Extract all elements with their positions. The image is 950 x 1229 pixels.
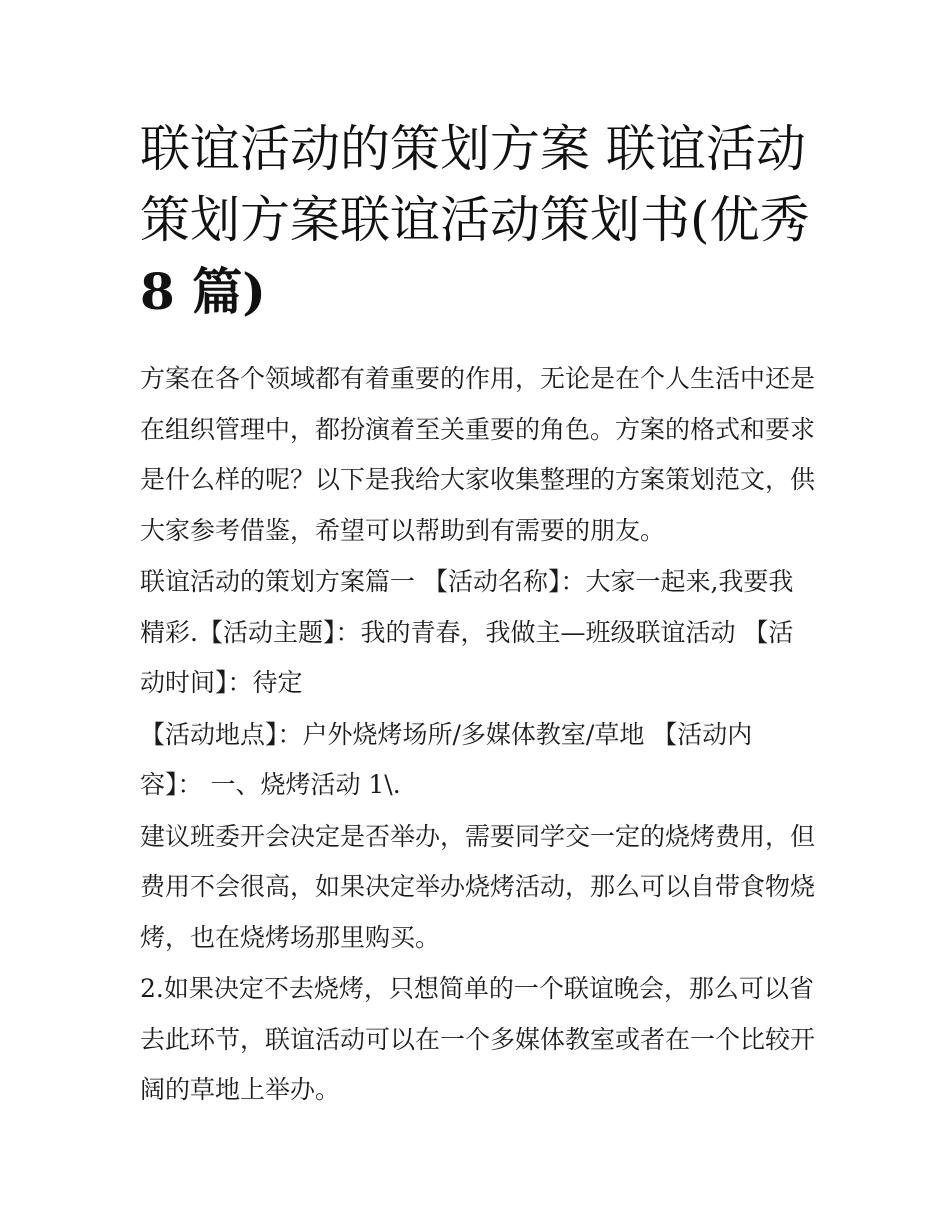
text-line: 去此环节，联谊活动可以在一个多媒体教室或者在一个比较开 xyxy=(140,1024,816,1054)
paragraph-bbq-suggestion xyxy=(140,812,820,964)
text-line: 联谊活动的策划方案篇一 【活动名称】：大家一起来,我要我 xyxy=(140,567,794,596)
document-title xyxy=(140,114,810,327)
text-line: 是什么样的呢？以下是我给大家收集整理的方案策划范文，供 xyxy=(140,465,816,494)
text-line: 阔的草地上举办。 xyxy=(140,1075,341,1104)
paragraph-alternative xyxy=(140,964,820,1116)
text-line: 烤，也在烧烤场那里购买。 xyxy=(140,922,441,952)
text-line: 容】： 一、烧烤活动 1\. xyxy=(140,770,401,799)
text-line: 【活动地点】：户外烧烤场所/多媒体教室/草地 【活动内 xyxy=(140,719,753,749)
text-line: 大家参考借鉴，希望可以帮助到有需要的朋友。 xyxy=(140,515,666,545)
text-line: 2.如果决定不去烧烤，只想简单的一个联谊晚会，那么可以省 xyxy=(140,974,814,1003)
text-line: 建议班委开会决定是否举办，需要同学交一定的烧烤费用，但 xyxy=(140,821,816,851)
document-body xyxy=(140,354,820,1117)
text-line: 动时间】：待定 xyxy=(140,668,303,697)
text-line: 方案在各个领域都有着重要的作用，无论是在个人生活中还是 xyxy=(140,364,816,393)
text-line: 在组织管理中，都扮演着至关重要的角色。方案的格式和要求 xyxy=(140,414,816,444)
title-line: 联谊活动的策划方案 联谊活动 xyxy=(140,120,806,178)
title-line: 8 篇) xyxy=(140,262,266,321)
text-line: 精彩.【活动主题】：我的青春，我做主—班级联谊活动 【活 xyxy=(140,617,794,647)
title-line: 策划方案联谊活动策划书(优秀 xyxy=(140,191,810,249)
paragraph-location xyxy=(140,710,820,811)
paragraph-plan-one xyxy=(140,557,820,709)
paragraph-intro xyxy=(140,354,820,556)
text-line: 费用不会很高，如果决定举办烧烤活动，那么可以自带食物烧 xyxy=(140,872,816,901)
